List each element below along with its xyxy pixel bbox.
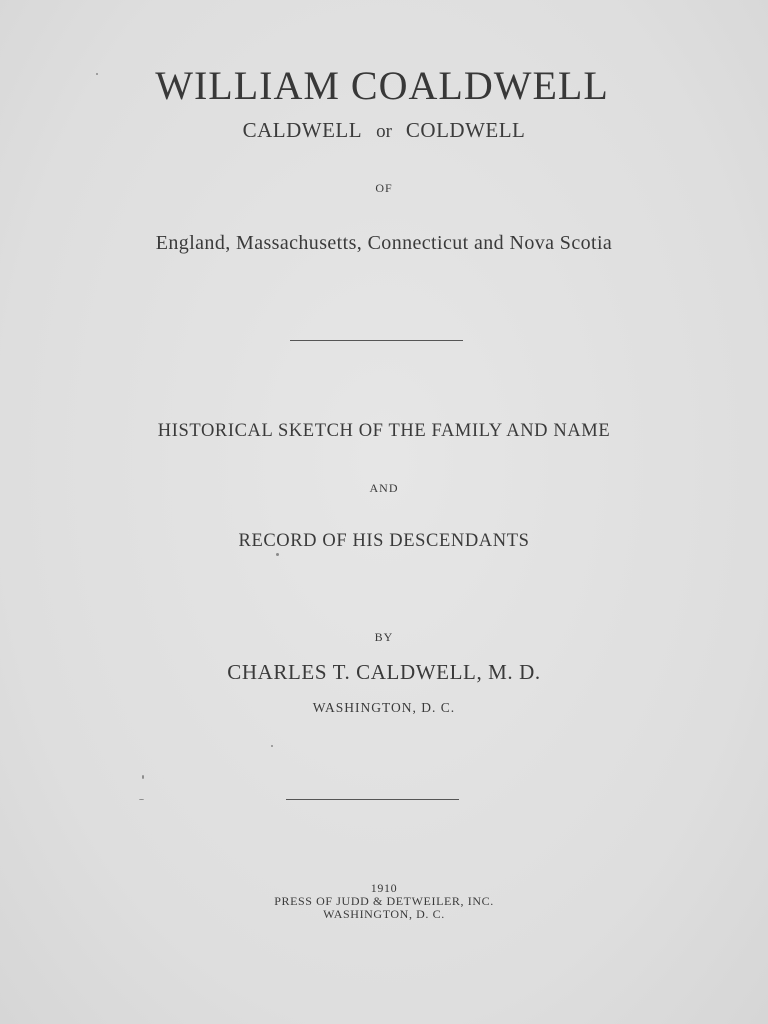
paper-speck xyxy=(271,745,273,747)
divider-rule-bottom xyxy=(286,799,459,800)
imprint-year: 1910 xyxy=(370,881,398,895)
paper-speck xyxy=(139,799,144,800)
author-location: WASHINGTON, D. C. xyxy=(312,700,456,715)
name-variant-joiner: or xyxy=(376,121,392,142)
by-label: BY xyxy=(374,630,394,644)
book-title: WILLIAM COALDWELL xyxy=(155,63,609,108)
imprint-publisher: PRESS OF JUDD & DETWEILER, INC. xyxy=(274,894,494,908)
places-line: England, Massachusetts, Connecticut and Nova Scotia xyxy=(155,232,613,254)
paper-speck xyxy=(276,553,279,556)
name-variant-caldwell: CALDWELL xyxy=(242,118,363,142)
of-label: OF xyxy=(375,181,393,195)
divider-rule-top xyxy=(290,340,463,341)
historical-sketch-line: HISTORICAL SKETCH OF THE FAMILY AND NAME xyxy=(157,421,611,441)
author-name: CHARLES T. CALDWELL, M. D. xyxy=(227,660,541,684)
paper-speck xyxy=(142,775,144,779)
name-variant-coldwell: COLDWELL xyxy=(405,118,526,142)
record-line: RECORD OF HIS DESCENDANTS xyxy=(238,531,530,551)
paper-speck xyxy=(96,73,98,75)
name-variants xyxy=(0,118,768,143)
imprint-city: WASHINGTON, D. C. xyxy=(323,907,445,921)
and-label: AND xyxy=(369,481,399,495)
